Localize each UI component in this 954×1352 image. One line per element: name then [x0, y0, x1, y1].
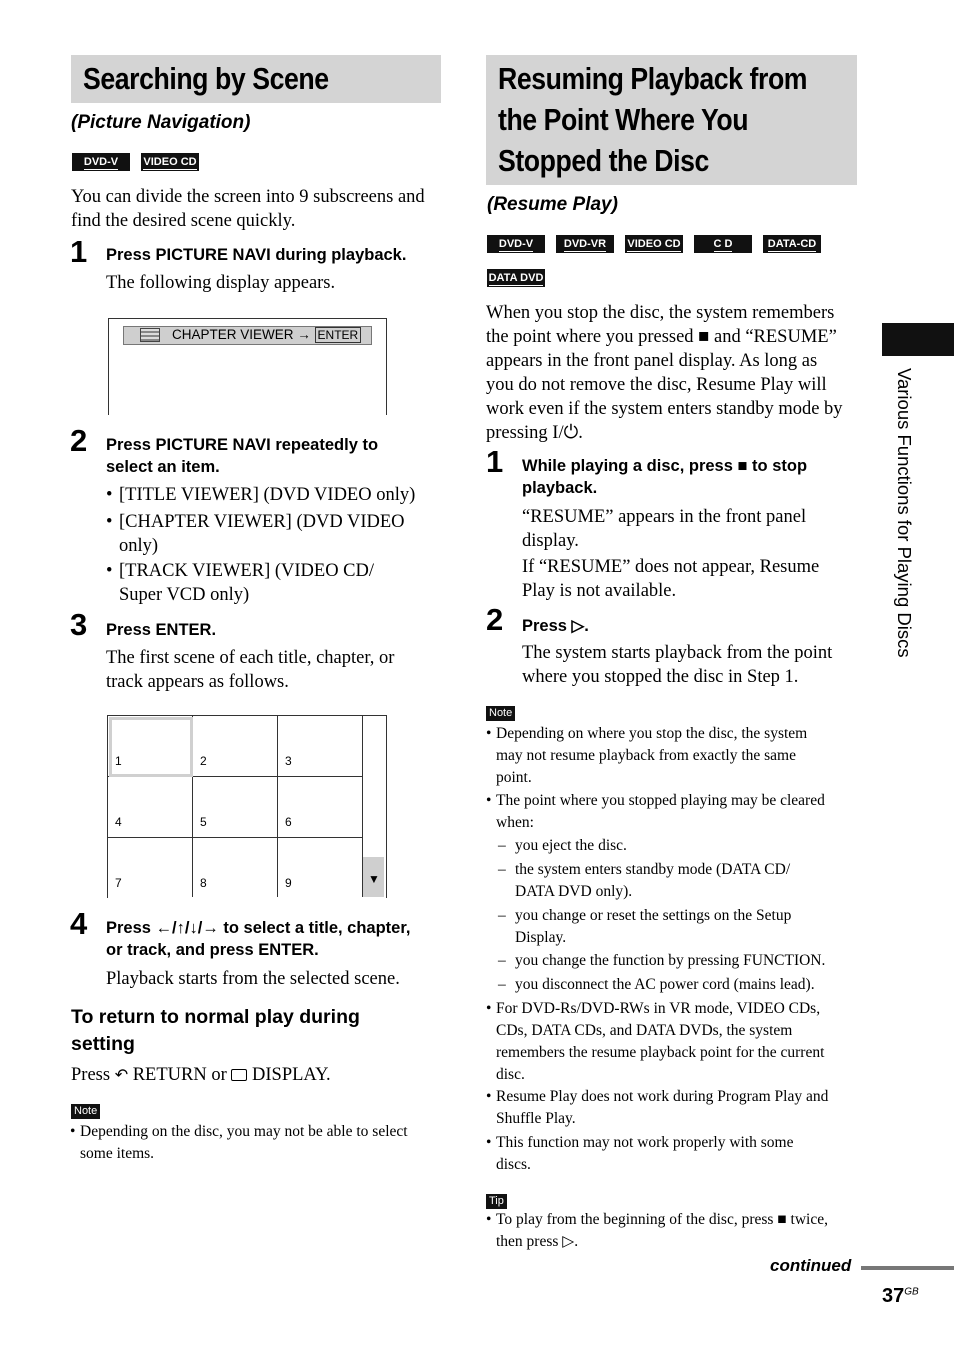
selected-cell-highlight: [109, 717, 193, 777]
note-item: • Depending on where you stop the disc, the system may not resume playback from exactly the same point.: [486, 725, 808, 786]
sub-item: – you change the function by pressing FUNCTION.: [498, 952, 826, 969]
note-badge: Note: [486, 706, 515, 721]
sub-item: – you disconnect the AC power cord (mains lead).: [498, 976, 815, 993]
list-item: • [TRACK VIEWER] (VIDEO CD/: [106, 561, 375, 581]
display-button-icon: [231, 1069, 247, 1081]
badge-video-cd: VIDEO CD: [625, 235, 683, 253]
return-text: Press ↶ RETURN or DISPLAY.: [71, 1065, 331, 1085]
tip-item: • To play from the beginning of the disc, press ■ twice, then press ▷.: [486, 1211, 828, 1250]
return-icon: ↶: [114, 1065, 129, 1084]
grid-cell-number: 4: [115, 815, 122, 829]
sub-item: – the system enters standby mode (DATA CD/ DATA DVD only).: [498, 861, 791, 900]
enter-key: ENTER: [315, 327, 362, 343]
grid-cell-number: 9: [285, 876, 292, 890]
grid-cell-number: 7: [115, 876, 122, 890]
note-item: • Resume Play does not work during Program Play and Shuffle Play.: [486, 1088, 829, 1127]
chapter-viewer-icon: [140, 328, 160, 342]
intro-text: You can divide the screen into 9 subscreens and find the desired scene quickly.: [71, 187, 425, 231]
badge-dvd-v: DVD-V: [487, 235, 545, 253]
sub-item: – you change or reset the settings on the Setup Display.: [498, 907, 792, 946]
continued-label: continued: [770, 1256, 852, 1275]
step-number: 1: [486, 444, 504, 479]
tip-badge: Tip: [486, 1194, 507, 1209]
section-title: Searching by Scene: [83, 61, 329, 96]
step-heading: Press ←/↑/↓/→ to select a title, chapter, or track, and press ENTER.: [106, 919, 411, 959]
step-heading: Press ENTER.: [106, 621, 217, 639]
note-item: • The point where you stopped playing may be cleared when:: [486, 792, 825, 831]
page-number: $37^{GB}$: [882, 1285, 919, 1307]
step-heading: Press PICTURE NAVI during playback.: [106, 246, 407, 264]
list-item: • [TITLE VIEWER] (DVD VIDEO only): [106, 485, 416, 505]
badge-dvd-vr: DVD-VR: [556, 235, 614, 253]
step-number: 1: [70, 234, 88, 269]
badge-video-cd: VIDEO CD: [141, 153, 199, 171]
badge-dvd-v: DVD-V: [72, 153, 130, 171]
step-heading: Press PICTURE NAVI repeatedly to select an item.: [106, 436, 379, 476]
continued-rule: [861, 1266, 954, 1270]
section-subtitle: (Picture Navigation): [71, 112, 251, 133]
note-item: • For DVD-Rs/DVD-RWs in VR mode, VIDEO CDs, CDs, DATA CDs, and DATA DVDs, the system remembers the resume playback point for the current disc.: [486, 1000, 825, 1083]
step-text: Playback starts from the selected scene.: [106, 969, 400, 989]
side-tab-marker: [882, 323, 954, 356]
step-text: “RESUME” appears in the front panel display. If “RESUME” does not appear, Resume Play is not available.: [522, 507, 820, 601]
scroll-down-arrow-icon: ▼: [368, 872, 380, 886]
display-label: CHAPTER VIEWER → ENTER: [172, 326, 361, 344]
grid-cell-number: 1: [115, 754, 122, 768]
step-number: 2: [70, 423, 88, 458]
badge-cd: C D: [694, 235, 752, 253]
list-item-cont: Super VCD only): [119, 585, 250, 605]
grid-line: [107, 837, 363, 838]
grid-cell-number: 5: [200, 815, 207, 829]
badge-data-dvd: DATA DVD: [487, 269, 545, 287]
step-text: The first scene of each title, chapter, or track appears as follows.: [106, 648, 395, 692]
step-number: 3: [70, 607, 88, 642]
step-text: The following display appears.: [106, 273, 336, 293]
side-tab-label: Various Functions for Playing Discs: [894, 368, 915, 658]
subheading: To return to normal play during setting: [71, 1006, 360, 1055]
grid-cell-number: 3: [285, 754, 292, 768]
list-item-cont: only): [119, 536, 159, 556]
list-item: • [CHAPTER VIEWER] (DVD VIDEO: [106, 512, 405, 532]
section-title: Resuming Playback from the Point Where You Stopped the Disc: [498, 61, 808, 178]
step-text: The system starts playback from the point where you stopped the disc in Step 1.: [522, 643, 833, 687]
grid-cell-number: 2: [200, 754, 207, 768]
badge-data-cd: DATA-CD: [763, 235, 821, 253]
step-heading: While playing a disc, press ■ to stop playback.: [522, 457, 808, 497]
note-item: • Depending on the disc, you may not be able to select some items.: [70, 1123, 408, 1162]
step-number: 2: [486, 602, 504, 637]
note-badge: Note: [71, 1104, 100, 1119]
grid-cell-number: 8: [200, 876, 207, 890]
sub-item: – you eject the disc.: [498, 837, 627, 854]
section-subtitle: (Resume Play): [487, 194, 618, 215]
note-item: • This function may not work properly with some discs.: [486, 1134, 794, 1173]
step-heading: Press ▷.: [522, 617, 589, 635]
intro-text: When you stop the disc, the system remembers the point where you pressed ■ and “RESUME” appears in the front panel display. As long as you do not remove the disc, Resume Play will work even if the system enters standby mode by pressing I/⏻.: [486, 303, 843, 443]
arrow-icon: →: [297, 327, 311, 342]
step-number: 4: [70, 906, 88, 941]
grid-cell-number: 6: [285, 815, 292, 829]
grid-line: [277, 715, 278, 897]
